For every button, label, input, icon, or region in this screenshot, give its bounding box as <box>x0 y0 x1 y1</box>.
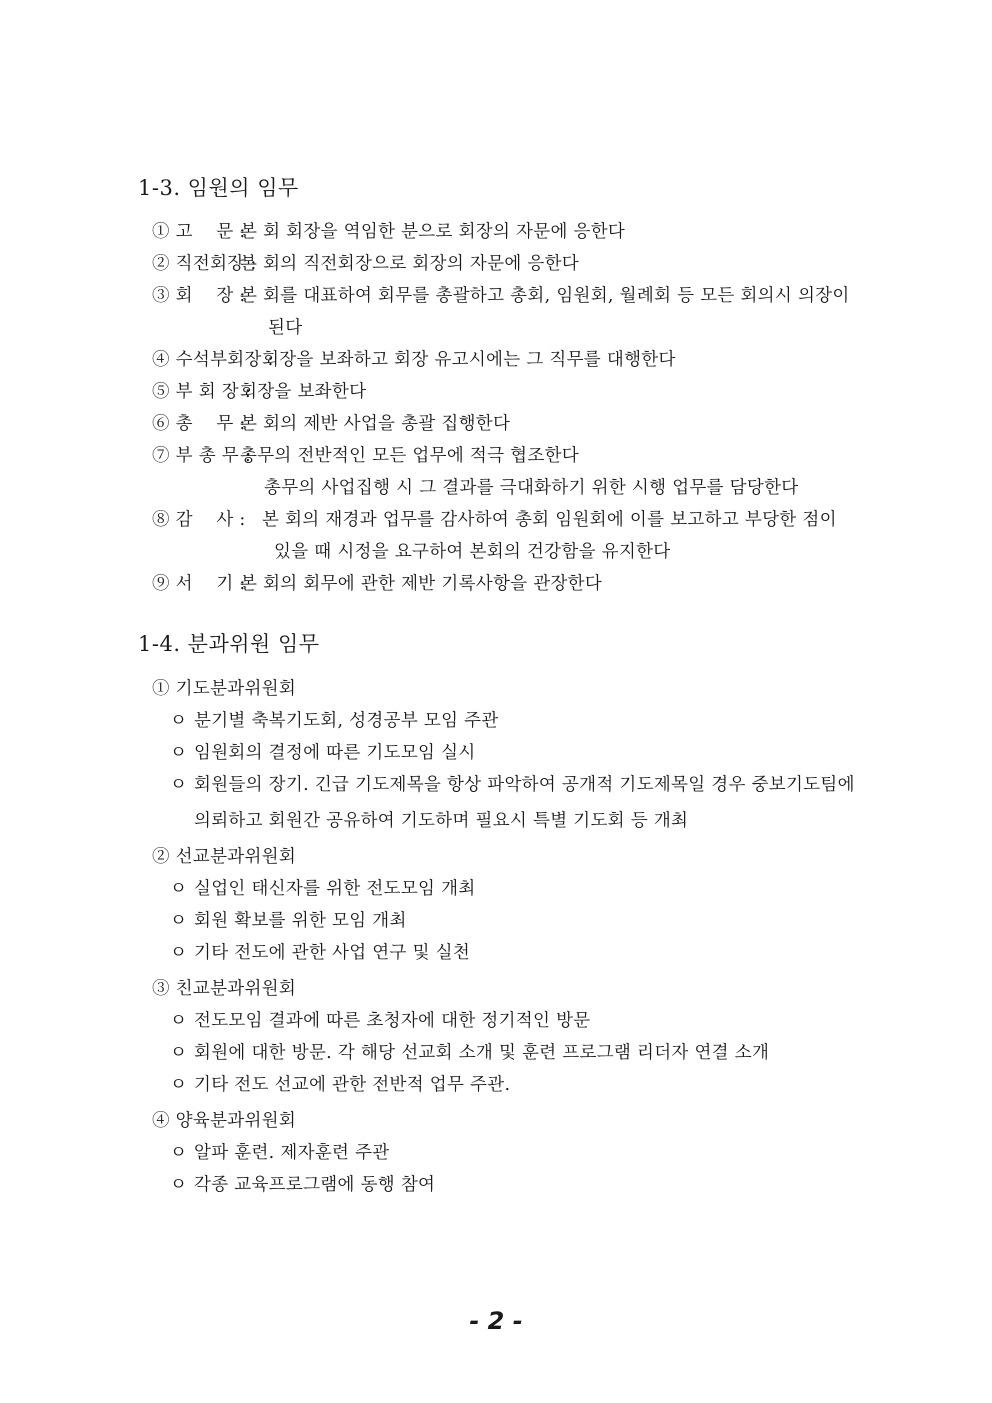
bullet-icon: ㅇ <box>170 775 188 795</box>
bullet-icon: ㅇ <box>170 1011 188 1031</box>
committee-title-nurture: ④ 양육분과위원회 <box>152 1111 297 1131</box>
bullet-icon: ㅇ <box>170 879 188 899</box>
officer-duty-continuation: 총무의 사업집행 시 그 결과를 극대화하기 위한 시행 업무를 담당한다 <box>264 478 799 498</box>
officer-duty-president <box>152 285 850 307</box>
bullet-icon: ㅇ <box>170 743 188 763</box>
list-item: ㅇ 분기별 축복기도회, 성경공부 모임 주관 <box>170 711 499 731</box>
officer-duty-general-secretary <box>152 413 510 435</box>
list-item: ㅇ 기타 전도 선교에 관한 전반적 업무 주관. <box>170 1075 511 1095</box>
section-heading-committee-duties: 1-4. 분과위원 임무 <box>138 632 320 656</box>
officer-duty-text: 본 회의 직전회장으로 회장의 자문에 응한다 <box>240 254 580 274</box>
officer-duty-text: 본 회의 제반 사업을 총괄 집행한다 <box>240 414 511 434</box>
officer-label: ⑧ 감 사 : <box>152 510 252 530</box>
bullet-icon: ㅇ <box>170 943 188 963</box>
bullet-icon: ㅇ <box>170 1175 188 1195</box>
officer-duty-text: 본 회의 재경과 업무를 감사하여 총회 임원회에 이를 보고하고 부당한 점이 <box>262 510 837 530</box>
officer-duty-deputy-secretary <box>152 445 579 467</box>
officer-duty-auditor <box>152 509 837 531</box>
officer-label: ① 고 문 : <box>152 222 252 242</box>
list-item: ㅇ 회원들의 장기. 긴급 기도제목을 항상 파악하여 공개적 기도제목일 경우 중보기도팀에 <box>170 775 855 795</box>
officer-duty-former-president <box>152 253 579 275</box>
officer-duty-continuation: 된다 <box>268 318 303 338</box>
bullet-icon: ㅇ <box>170 1043 188 1063</box>
list-item: ㅇ 회원 확보를 위한 모임 개최 <box>170 911 407 931</box>
officer-label: ⑥ 총 무 : <box>152 414 252 434</box>
officer-duty-vice-president <box>152 381 366 403</box>
committee-title-prayer: ① 기도분과위원회 <box>152 679 297 699</box>
list-item: ㅇ 전도모임 결과에 따른 초청자에 대한 정기적인 방문 <box>170 1011 591 1031</box>
list-item: ㅇ 알파 훈련. 제자훈련 주관 <box>170 1143 390 1163</box>
bullet-icon: ㅇ <box>170 911 188 931</box>
list-item: ㅇ 기타 전도에 관한 사업 연구 및 실천 <box>170 943 471 963</box>
list-item: ㅇ 회원에 대한 방문. 각 해당 선교회 소개 및 훈련 프로그램 리더자 연결 소개 <box>170 1043 770 1063</box>
officer-label: ⑨ 서 기 : <box>152 574 252 594</box>
committee-title-mission: ② 선교분과위원회 <box>152 847 297 867</box>
list-item: ㅇ 각종 교육프로그램에 동행 참여 <box>170 1175 436 1195</box>
officer-label: ③ 회 장 : <box>152 286 252 306</box>
officer-label: ⑤ 부 회 장 : <box>152 382 257 402</box>
officer-label: ④ 수석부회장 : <box>152 350 280 370</box>
officer-label: ⑦ 부 총 무 : <box>152 446 257 466</box>
committee-title-fellowship: ③ 친교분과위원회 <box>152 979 297 999</box>
officer-duty-text: 총무의 전반적인 모든 업무에 적극 협조한다 <box>240 446 580 466</box>
officer-duty-advisor <box>152 221 625 243</box>
list-item: ㅇ 실업인 태신자를 위한 전도모임 개최 <box>170 879 476 899</box>
section-heading-officer-duties: 1-3. 임원의 임무 <box>138 176 299 200</box>
officer-duty-text: 회장을 보좌하고 회장 유고시에는 그 직무를 대행한다 <box>262 350 676 370</box>
officer-duty-text: 본 회를 대표하여 회무를 총괄하고 총회, 임원회, 월례회 등 모든 회의시 의장이 <box>240 286 850 306</box>
officer-label: ② 직전회장 : <box>152 254 263 274</box>
officer-duty-text: 본 회 회장을 역임한 분으로 회장의 자문에 응한다 <box>240 222 626 242</box>
officer-duty-senior-vice-president <box>152 349 676 371</box>
bullet-icon: ㅇ <box>170 1143 188 1163</box>
officer-duty-continuation: 있을 때 시정을 요구하여 본회의 건강함을 유지한다 <box>274 542 671 562</box>
bullet-icon: ㅇ <box>170 1075 188 1095</box>
officer-duty-text: 본 회의 회무에 관한 제반 기록사항을 관장한다 <box>240 574 603 594</box>
list-item-continuation: 의뢰하고 회원간 공유하여 기도하며 필요시 특별 기도회 등 개최 <box>194 811 689 831</box>
bullet-icon: ㅇ <box>170 711 188 731</box>
officer-duty-clerk <box>152 573 602 595</box>
list-item: ㅇ 임원회의 결정에 따른 기도모임 실시 <box>170 743 476 763</box>
officer-duty-text: 회장을 보좌한다 <box>240 382 367 402</box>
page-number: - 2 - <box>469 1307 523 1335</box>
